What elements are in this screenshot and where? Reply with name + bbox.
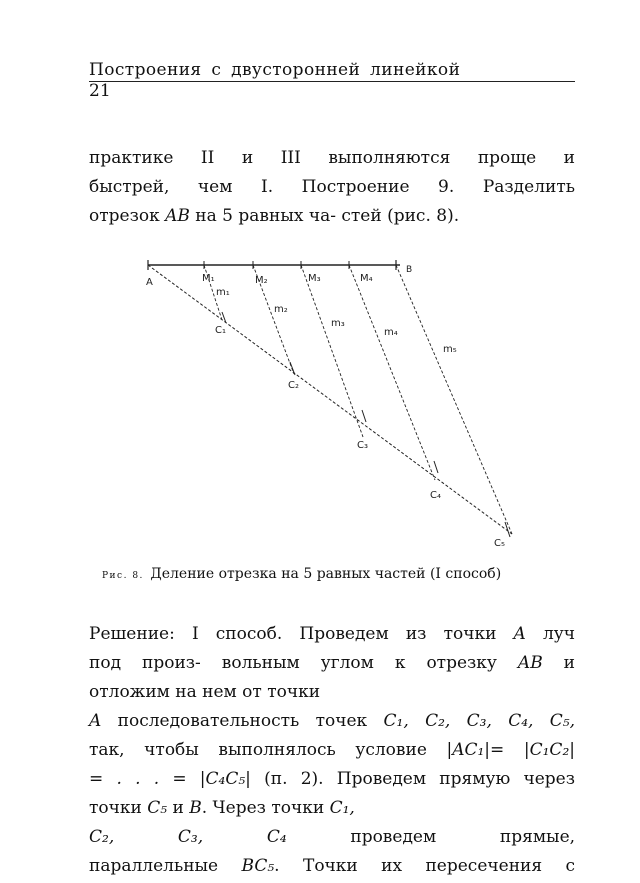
text-span: отрезок (89, 206, 166, 226)
mark-c1 (222, 312, 226, 323)
label-m2-line: m₂ (274, 304, 288, 315)
label-a: A (146, 277, 153, 288)
label-m4-point: M₄ (360, 273, 373, 284)
text-span: так, чтобы выполнялось условие (89, 740, 447, 760)
point-b: B (189, 798, 202, 818)
header-title: Построения с двусторонней линейкой (89, 60, 575, 82)
text-span: проведем (350, 827, 437, 847)
text-line: практике II и III выполняются проще и (89, 148, 575, 168)
segment-ab: AB (165, 206, 190, 226)
point-c5: C₅ (147, 798, 168, 818)
label-m3-line: m₃ (331, 318, 345, 329)
label-c4: C₄ (430, 490, 441, 501)
label-c1: C₁ (215, 325, 226, 336)
point-c3: C₃, (177, 827, 204, 847)
mark-c2 (290, 362, 295, 375)
segment-ab: AB (517, 653, 543, 673)
text-line (89, 649, 575, 678)
label-m1-line: m₁ (216, 287, 230, 298)
label-b: B (406, 265, 413, 275)
text-line (89, 707, 575, 736)
line-m3 (301, 265, 363, 437)
text-span: и (542, 653, 576, 673)
label-m4-line: m₄ (384, 327, 398, 338)
ray-ac (148, 265, 512, 534)
text-span: под произ- вольным углом к отрезку (89, 653, 518, 673)
mark-c4 (434, 461, 438, 473)
text-line (89, 852, 575, 881)
text-span: . Точки их пересечения с (274, 856, 575, 876)
text-line (89, 794, 575, 823)
intro-paragraph (89, 144, 575, 231)
text-span: и (167, 798, 190, 818)
text-line (89, 823, 575, 852)
text-span: точки (89, 798, 148, 818)
point-c1: C₁, (329, 798, 355, 818)
figure-8-diagram (138, 254, 520, 554)
line-bc5: BC₅ (241, 856, 275, 876)
caption-label: Рис. 8. (102, 571, 144, 581)
point-c4: C₄ (266, 827, 287, 847)
condition-formula: = . . . = |C₄C₅| (89, 769, 251, 789)
label-c5: C₅ (494, 538, 505, 549)
label-m2-point: M₂ (255, 275, 268, 286)
label-c2: C₂ (288, 380, 299, 391)
text-span: параллельные (89, 856, 242, 876)
text-span: последовательность точек (101, 711, 384, 731)
running-header (89, 60, 575, 100)
line-m5 (396, 265, 512, 534)
figure-caption (102, 566, 501, 582)
label-c3: C₃ (357, 440, 368, 451)
point-a: A (89, 711, 102, 731)
mark-c3 (362, 410, 366, 422)
text-span: прямые, (499, 827, 576, 847)
text-span: (п. 2). Проведем прямую через (250, 769, 575, 789)
text-span: . Через точки (201, 798, 330, 818)
text-line: быстрей, чем I. Построение 9. Разделить (89, 177, 575, 197)
text-span: на 5 равных ча- стей (рис. 8). (189, 206, 460, 226)
page-number: 21 (89, 81, 111, 101)
caption-text: Деление отрезка на 5 равных частей (I способ) (150, 566, 502, 582)
label-m1-point: M₁ (202, 273, 215, 284)
label-m3-point: M₃ (308, 273, 321, 284)
text-span: Решение: I способ. Проведем из точки (89, 624, 514, 644)
point-c2: C₂, (89, 827, 115, 847)
text-line (89, 765, 575, 794)
point-a: A (513, 624, 526, 644)
text-span: луч (525, 624, 575, 644)
condition-formula: |AC₁|= |C₁C₂| (446, 740, 575, 760)
label-m5-line: m₅ (443, 344, 457, 355)
points-c-list: C₁, C₂, C₃, C₄, C₅, (383, 711, 575, 731)
text-line (89, 620, 575, 649)
solution-paragraph (89, 620, 575, 881)
text-line (89, 736, 575, 765)
text-line: отложим на нем от точки (89, 682, 321, 702)
text-line (89, 202, 575, 231)
